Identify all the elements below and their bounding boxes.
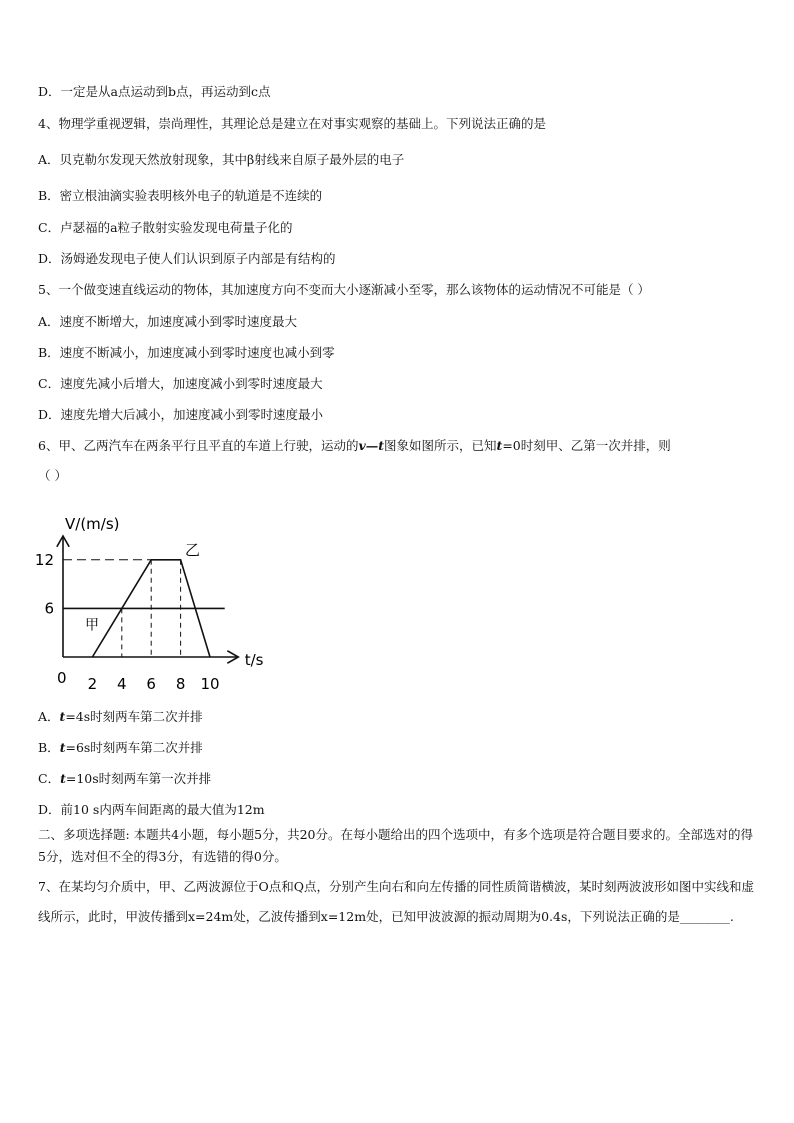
q6-option-b-post: =6s时刻两车第二次并排 [65,740,203,755]
q5-option-d: D．速度先增大后减小，加速度减小到零时速度最小 [38,407,324,422]
q6-option-c-post: =10s时刻两车第一次并排 [65,771,212,786]
q6-option-a-post: =4s时刻两车第二次并排 [65,709,203,724]
q6-option-b [38,738,203,756]
q6-stem-c: =0时刻甲、乙第一次并排，则 [502,438,671,453]
q4-stem: 4、物理学重视逻辑，崇尚理性，其理论总是建立在对事实观察的基础上。下列说法正确的是 [38,116,546,131]
y-tick-12: 12 [34,550,54,569]
vt-chart [30,508,300,698]
q6-stem-a: 6、甲、乙两汽车在两条平行且平直的车道上行驶，运动的 [38,438,359,453]
q6-option-a-t: t [59,709,66,724]
q4-option-d: D．汤姆逊发现电子使人们认识到原子内部是有结构的 [38,251,336,266]
q4-option-c: C．卢瑟福的a粒子散射实验发现电荷量子化的 [38,220,293,235]
x-tick-8: 8 [175,675,186,693]
q6-option-b-t: t [59,740,66,755]
q6-option-d [38,800,265,818]
q6-option-b-pre: B． [38,740,60,755]
origin-label: 0 [57,669,67,687]
y-tick-6: 6 [44,599,54,618]
q6-stem-vt: v—t [358,438,385,453]
q3-option-d: D．一定是从a点运动到b点，再运动到c点 [38,84,271,99]
x-tick-6: 6 [146,675,156,693]
q6-stem-b: 图象如图所示，已知 [384,438,497,453]
q6-option-c-t: t [60,771,66,786]
q6-option-a [38,707,203,725]
section-2-header: 二、多项选择题: 本题共4小题，每小题5分，共20分。在每小题给出的四个选项中，有多个选项是符合题目要求的。全部选对的得5分，选对但不全的得3分，有选错的得0分。 [38,827,753,864]
q4-option-a: A．贝克勒尔发现天然放射现象，其中β射线来自原子最外层的电子 [38,152,405,167]
q4-option-b: B．密立根油滴实验表明核外电子的轨道是不连续的 [38,188,323,203]
q5-option-c: C．速度先减小后增大，加速度减小到零时速度最大 [38,376,323,391]
x-tick-10: 10 [200,675,220,693]
q6-option-c-pre: C． [38,771,61,786]
q5-option-b: B．速度不断减小，加速度减小到零时速度也减小到零 [38,345,335,360]
q6-option-d-pre: D．前10 s内两车间距离的最大值为12m [38,802,265,817]
q6-stem-t: t [496,438,503,453]
q5-option-a: A．速度不断增大，加速度减小到零时速度最大 [38,314,298,329]
q5-stem: 5、一个做变速直线运动的物体，其加速度方向不变而大小逐渐减小至零，那么该物体的运动情况不可能是（ ） [38,282,650,297]
x-tick-2: 2 [87,675,98,693]
q6-option-c [38,769,211,787]
series-label-yi: 乙 [185,540,201,559]
x-tick-4: 4 [117,675,127,693]
y-axis-title: V/(m/s) [65,515,120,533]
x-axis-title: t/s [244,651,264,669]
series-label-jia: 甲 [85,617,100,634]
q6-stem [38,436,671,454]
q6-option-a-pre: A． [38,709,60,724]
q6-stem-paren: （ ） [38,468,67,483]
q7-stem: 7、在某均匀介质中，甲、乙两波源位于O点和Q点，分别产生向右和向左传播的同性质简谐横波，某时刻两波波形如图中实线和虚线所示，此时，甲波传播到x=24m处，乙波传播到x=12m处，已知甲波波源的振动周期为0.4s，下列说法正确的是________. [38,879,754,924]
